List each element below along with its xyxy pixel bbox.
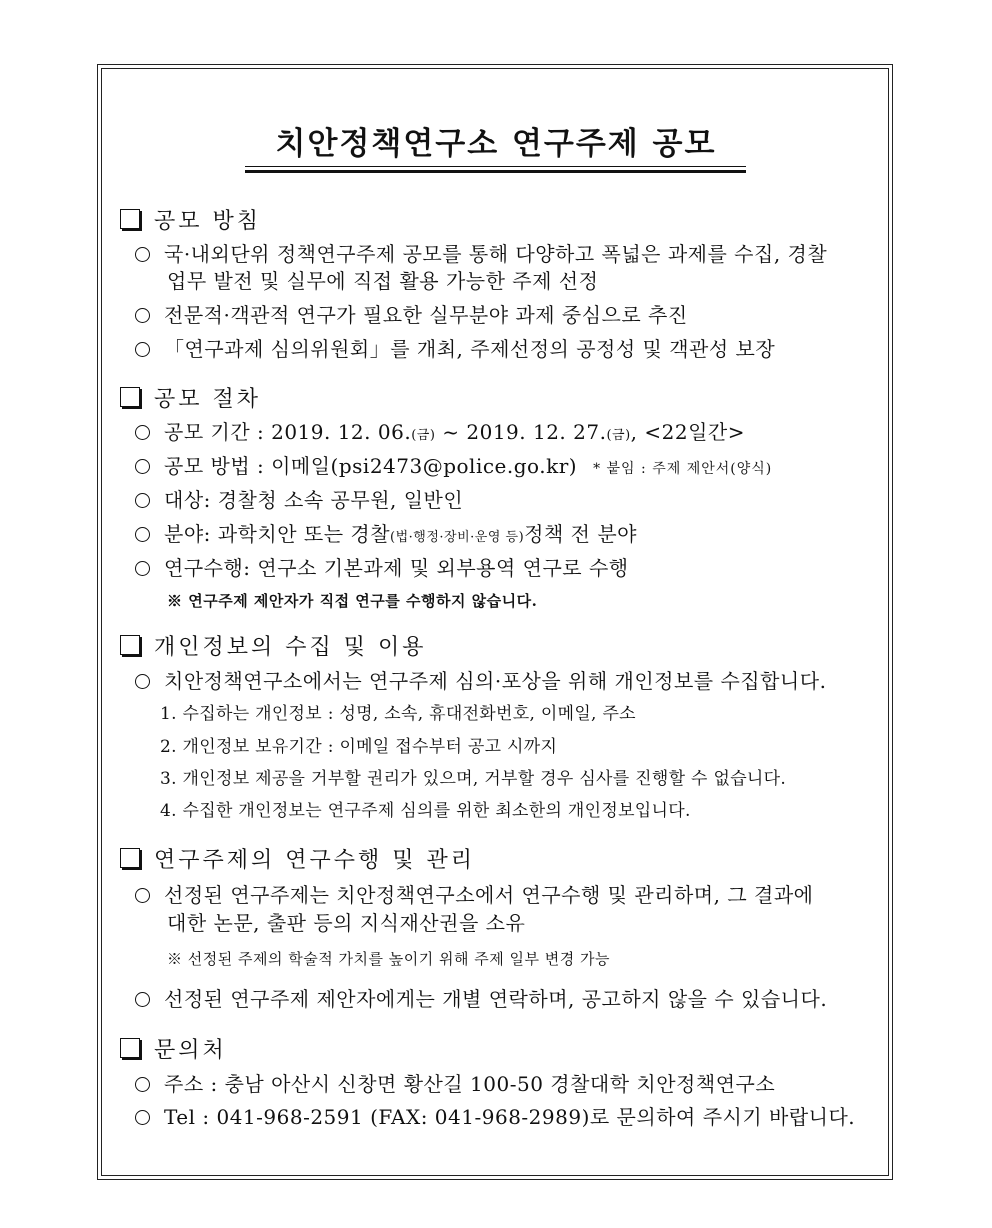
section-label: 문의처 (154, 1037, 227, 1063)
section-heading-management (120, 843, 475, 873)
section-heading-policy (120, 204, 261, 234)
procedure-note: ※ 연구주제 제안자가 직접 연구를 수행하지 않습니다. (167, 592, 538, 610)
circle-bullet-icon (135, 674, 150, 689)
circle-bullet-icon (135, 992, 150, 1007)
management-item-1-cont: 대한 논문, 출판 등의 지식재산권을 소유 (167, 911, 526, 935)
privacy-list-item-1: 1. 수집하는 개인정보 : 성명, 소속, 휴대전화번호, 이메일, 주소 (160, 704, 636, 724)
title-underline-thick (245, 170, 746, 173)
title-underline-thin (245, 166, 746, 167)
square-bullet-icon (120, 387, 140, 407)
section-heading-procedure (120, 382, 261, 412)
circle-bullet-icon (135, 342, 150, 357)
section-label: 개인정보의 수집 및 이용 (154, 634, 427, 660)
page-title: 치안정책연구소 연구주제 공모 (275, 126, 717, 162)
management-item-1: 선정된 연구주제는 치안정책연구소에서 연구수행 및 관리하며, 그 결과에 (135, 879, 875, 912)
circle-bullet-icon (135, 308, 150, 323)
circle-bullet-icon (135, 1110, 150, 1125)
circle-bullet-icon (135, 425, 150, 440)
section-label: 공모 절차 (154, 386, 262, 412)
privacy-list-item-3: 3. 개인정보 제공을 거부할 권리가 있으며, 거부할 경우 심사를 진행할 수 없습니다. (160, 769, 787, 789)
square-bullet-icon (120, 1038, 140, 1058)
procedure-execution: 연구수행: 연구소 기본과제 및 외부용역 연구로 수행 (135, 552, 875, 585)
circle-bullet-icon (135, 493, 150, 508)
circle-bullet-icon (135, 527, 150, 542)
management-note: ※ 선정된 주제의 학술적 가치를 높이기 위해 주제 일부 변경 가능 (167, 950, 610, 968)
privacy-list-item-4: 4. 수집한 개인정보는 연구주제 심의를 위한 최소한의 개인정보입니다. (160, 801, 691, 821)
section-label: 공모 방침 (154, 208, 262, 234)
appendix-note: * 붙임 : 주제 제안서(양식) (593, 461, 773, 477)
privacy-list-item-2: 2. 개인정보 보유기간 : 이메일 접수부터 공고 시까지 (160, 737, 558, 757)
policy-item-2: 전문적·객관적 연구가 필요한 실무분야 과제 중심으로 추진 (135, 299, 875, 332)
square-bullet-icon (120, 209, 140, 229)
circle-bullet-icon (135, 247, 150, 262)
policy-item-3: 「연구과제 심의위원회」를 개최, 주제선정의 공정성 및 객관성 보장 (135, 333, 875, 366)
section-heading-privacy (120, 630, 427, 660)
procedure-target: 대상: 경찰청 소속 공무원, 일반인 (135, 484, 875, 517)
square-bullet-icon (120, 635, 140, 655)
section-heading-contact (120, 1033, 227, 1063)
circle-bullet-icon (135, 1077, 150, 1092)
contact-tel: Tel : 041-968-2591 (FAX: 041-968-2989)로 문의하여 주시기 바랍니다. (135, 1101, 875, 1134)
privacy-intro: 치안정책연구소에서는 연구주제 심의·포상을 위해 개인정보를 수집합니다. (135, 665, 875, 698)
circle-bullet-icon (135, 561, 150, 576)
contact-address: 주소 : 충남 아산시 신창면 황산길 100-50 경찰대학 치안정책연구소 (135, 1068, 875, 1101)
circle-bullet-icon (135, 459, 150, 474)
procedure-period: 공모 기간 : 2019. 12. 06.(금) ~ 2019. 12. 27.(금), <22일간> (135, 416, 875, 452)
circle-bullet-icon (135, 888, 150, 903)
policy-item-1: 국·내외단위 정책연구주제 공모를 통해 다양하고 폭넓은 과제를 수집, 경찰 (135, 238, 875, 271)
procedure-method: 공모 방법 : 이메일(psi2473@police.go.kr) * 붙임 : 주제 제안서(양식) (135, 450, 875, 486)
management-item-2: 선정된 연구주제 제안자에게는 개별 연락하며, 공고하지 않을 수 있습니다. (135, 983, 875, 1016)
procedure-field: 분야: 과학치안 또는 경찰(법·행정·장비·운영 등)정책 전 분야 (135, 518, 875, 554)
square-bullet-icon (120, 848, 140, 868)
policy-item-1-cont: 업무 발전 및 실무에 직접 활용 가능한 주제 선정 (167, 269, 599, 293)
section-label: 연구주제의 연구수행 및 관리 (154, 847, 476, 873)
